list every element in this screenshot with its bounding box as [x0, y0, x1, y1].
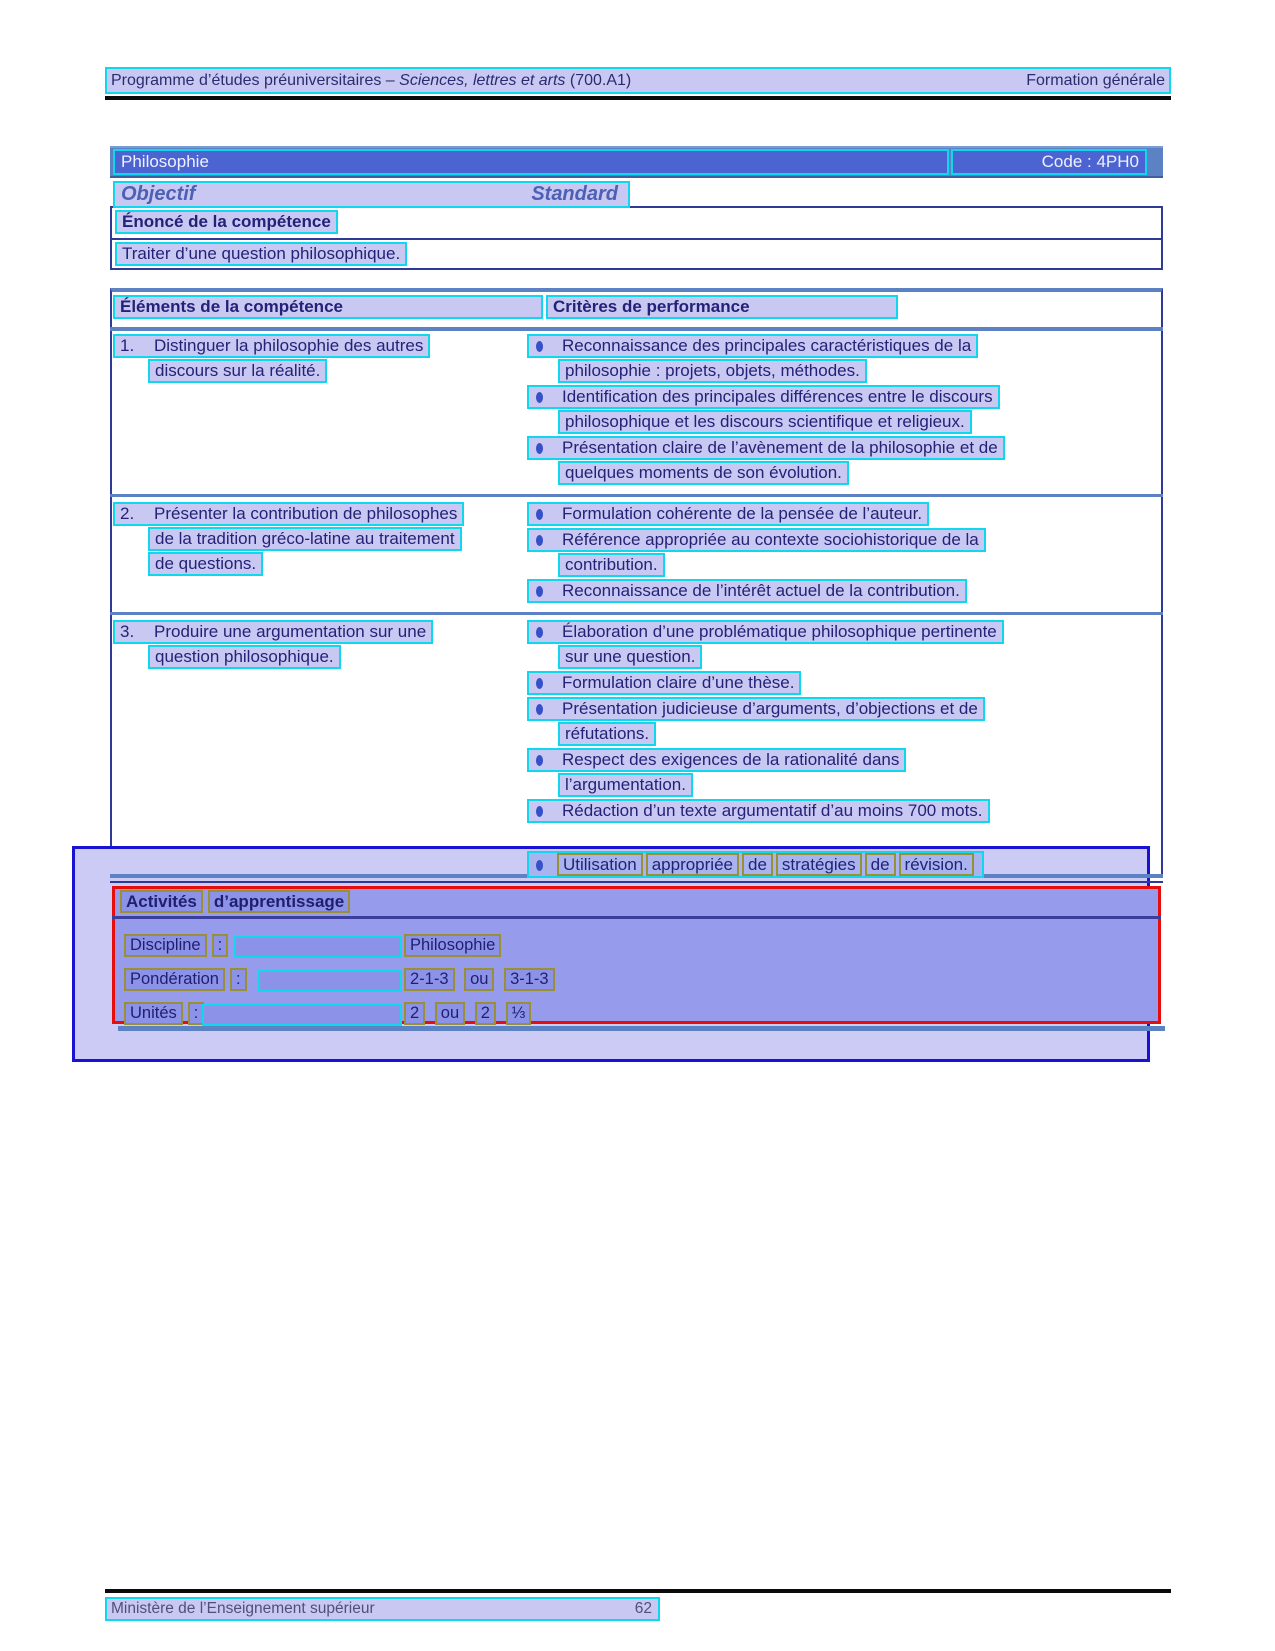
bullet-dot [536, 586, 543, 597]
row-value: ou [435, 1002, 465, 1025]
objectif-label: Objectif [121, 183, 196, 205]
bullet-line [527, 851, 984, 878]
activites-panel-shadow [118, 1026, 1165, 1031]
item-left-line: de questions. [148, 552, 263, 576]
bullet-line: Formulation cohérente de la pensée de l’auteur. [527, 502, 929, 526]
bullet-dot [536, 627, 543, 638]
row-value: 3-1-3 [504, 968, 555, 991]
table-row-divider-2 [110, 612, 1163, 615]
row-label [124, 1002, 209, 1025]
row-values [404, 934, 506, 957]
bullet-line-cont: contribution. [558, 553, 665, 577]
header-program-code: (700.A1) [565, 71, 632, 89]
word-box: Pondération [124, 968, 225, 991]
course-code: Code : 4PH0 [951, 149, 1147, 175]
row-value: 2 [475, 1002, 496, 1025]
overlay-inner-line [110, 881, 1163, 883]
word-box: d’apprentissage [208, 890, 350, 913]
bullet-line: Formulation claire d’une thèse. [527, 671, 801, 695]
word-box: de [865, 853, 896, 876]
enonce-body: Traiter d’une question philosophique. [115, 242, 407, 266]
word-box: : [230, 968, 247, 991]
header-program-text: Programme d’études préuniversitaires – [111, 71, 400, 89]
bullet-dot [536, 341, 543, 352]
bullet-dot [536, 443, 543, 454]
page-footer-bar [105, 1597, 660, 1621]
bullet-line-cont: philosophique et les discours scientifique et religieux. [558, 410, 972, 434]
bullet-line: Référence appropriée au contexte sociohistorique de la [527, 528, 986, 552]
bullet-dot [536, 755, 543, 766]
item-left-line: question philosophique. [148, 645, 341, 669]
leader-bar [202, 1004, 402, 1026]
page-number: 62 [634, 1600, 652, 1617]
bullet-line-cont: quelques moments de son évolution. [558, 461, 849, 485]
row-value: ou [464, 968, 494, 991]
bullet-line: Élaboration d’une problématique philosophique pertinente [527, 620, 1004, 644]
bullet-line-cont: l’argumentation. [558, 773, 693, 797]
bullet-dot [536, 535, 543, 546]
bullet-line-cont: réfutations. [558, 722, 656, 746]
bullet-dot [536, 806, 543, 817]
row-value: 2 [404, 1002, 425, 1025]
bullet-line: Reconnaissance de l’intérêt actuel de la contribution. [527, 579, 967, 603]
word-box: Unités [124, 1002, 183, 1025]
header-rule [105, 96, 1171, 100]
row-values [404, 1002, 536, 1025]
row-value: Philosophie [404, 934, 501, 957]
item-number: 1. [120, 336, 135, 355]
word-box: révision. [899, 853, 974, 876]
row-label [124, 934, 233, 957]
leader-bar [234, 936, 402, 958]
word-box: de [742, 853, 773, 876]
bullet-dot [536, 392, 543, 403]
bullet-dot [536, 678, 543, 689]
col2-header: Critères de performance [546, 295, 898, 319]
bullet-line: Rédaction d’un texte argumentatif d’au moins 700 mots. [527, 799, 990, 823]
bullet-dot [536, 860, 543, 871]
item-left-line: 2. Présenter la contribution de philosophes [113, 502, 464, 526]
word-box: : [212, 934, 229, 957]
bullet-line: Présentation judicieuse d’arguments, d’objections et de [527, 697, 985, 721]
bullet-dot [536, 704, 543, 715]
header-right-text: Formation générale [1026, 71, 1165, 89]
item-left-line: 3. Produire une argumentation sur une [113, 620, 433, 644]
item-left-line: 1. Distinguer la philosophie des autres [113, 334, 430, 358]
objectif-standard-bar [113, 181, 630, 208]
word-box: Utilisation [557, 853, 643, 876]
item-number: 2. [120, 504, 135, 523]
word-box: stratégies [776, 853, 862, 876]
activites-divider [112, 916, 1161, 919]
footer-text: Ministère de l’Enseignement supérieur [111, 1600, 375, 1617]
course-title: Philosophie [113, 149, 949, 175]
bullet-line: Reconnaissance des principales caractéristiques de la [527, 334, 978, 358]
row-value: ⅓ [506, 1002, 532, 1025]
page-header-bar [105, 67, 1171, 94]
item-left-line: de la tradition gréco-latine au traitement [148, 527, 462, 551]
col1-header: Éléments de la compétence [113, 295, 543, 319]
enonce-divider [110, 238, 1163, 240]
standard-label: Standard [531, 183, 618, 205]
enonce-heading: Énoncé de la compétence [115, 210, 338, 234]
bullet-line: Identification des principales différences entre le discours [527, 385, 1000, 409]
word-box: appropriée [646, 853, 739, 876]
bullet-line-cont: philosophie : projets, objets, méthodes. [558, 359, 867, 383]
header-left-text [111, 72, 631, 90]
row-values [404, 968, 560, 991]
word-box: Discipline [124, 934, 207, 957]
bullet-line: Présentation claire de l’avènement de la philosophie et de [527, 436, 1005, 460]
word-box: Activités [120, 890, 203, 913]
bullet-text [557, 855, 977, 874]
table-header-divider [110, 327, 1163, 331]
bullet-dot [536, 509, 543, 520]
table-row-divider-1 [110, 494, 1163, 497]
activites-heading [120, 890, 355, 913]
item-number: 3. [120, 622, 135, 641]
bullet-line-cont: sur une question. [558, 645, 702, 669]
header-program-italic: Sciences, lettres et arts [399, 71, 566, 89]
bullet-line: Respect des exigences de la rationalité dans [527, 748, 906, 772]
word-box: : [188, 1002, 205, 1025]
row-value: 2-1-3 [404, 968, 455, 991]
leader-bar [258, 970, 402, 992]
item-left-line: discours sur la réalité. [148, 359, 327, 383]
row-label [124, 968, 252, 991]
footer-rule [105, 1589, 1171, 1593]
